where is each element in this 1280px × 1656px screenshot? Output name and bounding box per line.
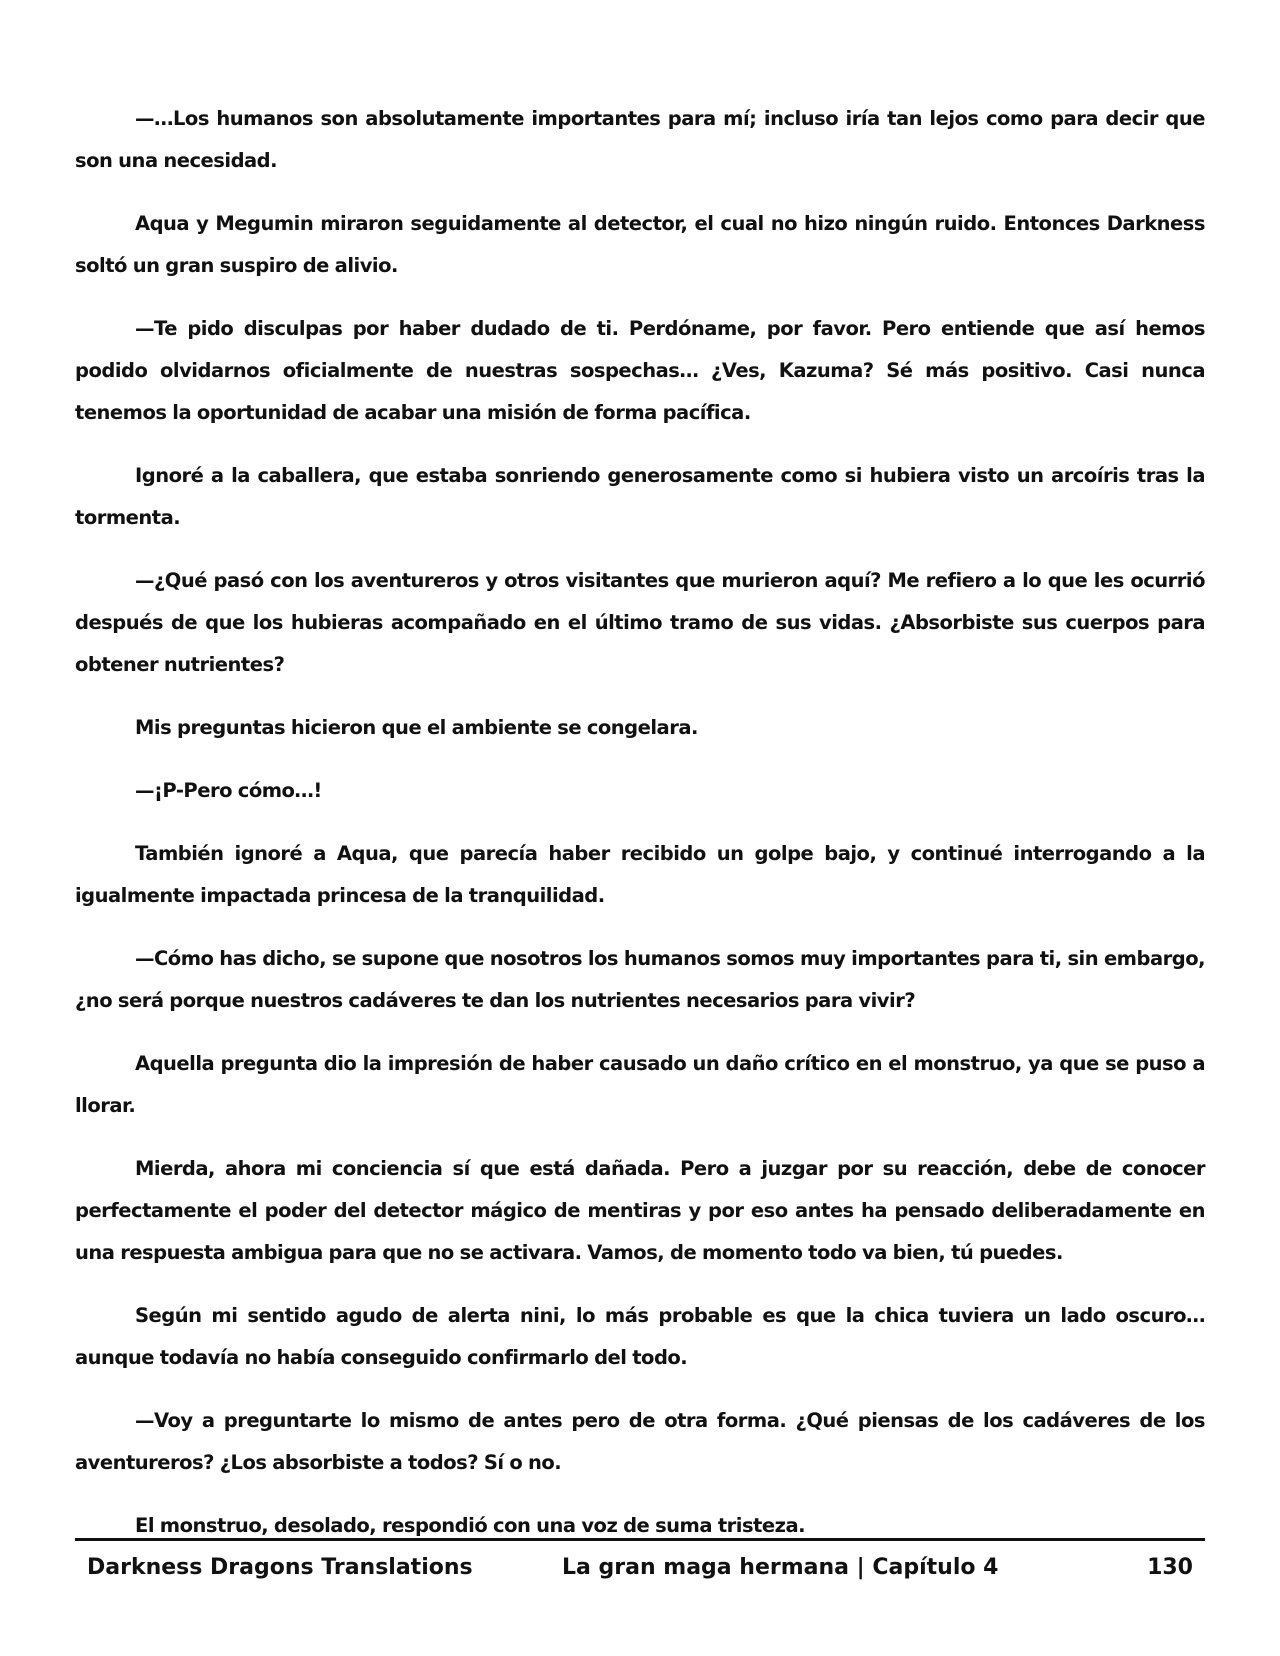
paragraph: Ignoré a la caballera, que estaba sonriendo generosamente como si hubiera visto un arcoíris tras la tormenta. [75,464,1205,529]
page-body [75,98,1205,1568]
paragraph: —…Los humanos son absolutamente importantes para mí; incluso iría tan lejos como para decir que son una necesidad. [75,107,1205,172]
paragraph: Mis preguntas hicieron que el ambiente se congelara. [135,716,698,739]
paragraph: —¡P-Pero cómo…! [135,779,322,802]
footer-divider [75,1538,1205,1541]
paragraph: Aquella pregunta dio la impresión de haber causado un daño crítico en el monstruo, ya que se puso a llorar. [75,1052,1205,1117]
paragraph: Mierda, ahora mi conciencia sí que está dañada. Pero a juzgar por su reacción, debe de conocer perfectamente el poder del detector mágico de mentiras y por eso antes ha pensado deliberadamente en una respuesta ambigua para que no se activara. Vamos, de momento todo va bien, tú puedes. [75,1157,1205,1264]
paragraph: —Cómo has dicho, se supone que nosotros los humanos somos muy importantes para ti, sin embargo, ¿no será porque nuestros cadáveres te dan los nutrientes necesarios para vivir? [75,947,1205,1012]
paragraph: Según mi sentido agudo de alerta nini, lo más probable es que la chica tuviera un lado oscuro… aunque todavía no había conseguido confirmarlo del todo. [75,1304,1205,1369]
footer-translator-credit: Darkness Dragons Translations [87,1555,473,1580]
paragraph: —¿Qué pasó con los aventureros y otros visitantes que murieron aquí? Me refiero a lo que les ocurrió después de que los hubieras acompañado en el último tramo de sus vidas. ¿Absorbiste sus cuerpos para obtener nutrientes? [75,569,1205,676]
paragraph: El monstruo, desolado, respondió con una voz de suma tristeza. [135,1514,806,1537]
footer-page-number: 130 [1147,1555,1193,1580]
page-footer [75,1548,1205,1588]
paragraph: También ignoré a Aqua, que parecía haber recibido un golpe bajo, y continué interrogando a la igualmente impactada princesa de la tranquilidad. [75,842,1205,907]
footer-chapter-title: La gran maga hermana | Capítulo 4 [562,1555,999,1580]
paragraph: —Voy a preguntarte lo mismo de antes pero de otra forma. ¿Qué piensas de los cadáveres de los aventureros? ¿Los absorbiste a todos? Sí o no. [75,1409,1205,1474]
paragraph: Aqua y Megumin miraron seguidamente al detector, el cual no hizo ningún ruido. Entonces Darkness soltó un gran suspiro de alivio. [75,212,1205,277]
paragraph: —Te pido disculpas por haber dudado de ti. Perdóname, por favor. Pero entiende que así hemos podido olvidarnos oficialmente de nuestras sospechas… ¿Ves, Kazuma? Sé más positivo. Casi nunca tenemos la oportunidad de acabar una misión de forma pacífica. [75,317,1205,424]
